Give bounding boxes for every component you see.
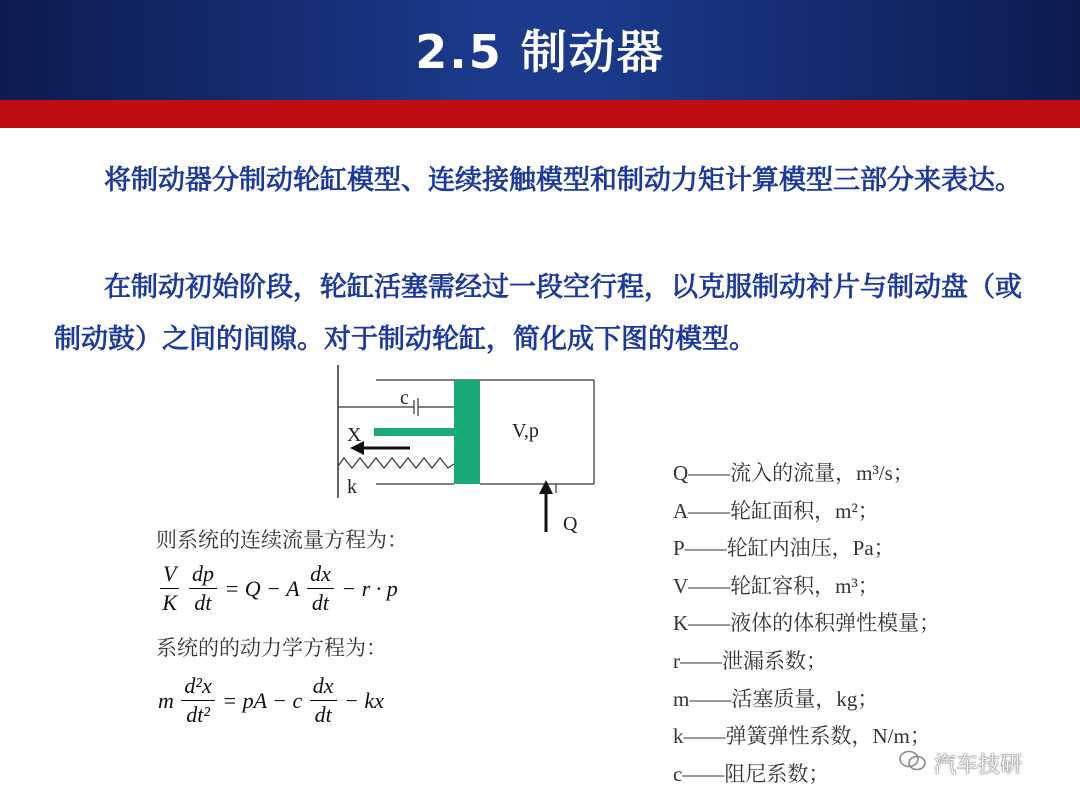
piston-rod	[374, 428, 454, 436]
volume-pressure-label: V,p	[512, 420, 539, 442]
definition-item: Q——流入的流量，m³/s；	[673, 461, 914, 485]
paragraph-1	[54, 155, 1044, 207]
dynamics-equation-label: 系统的的动力学方程为：	[156, 636, 387, 660]
definition-item: k——弹簧弹性系数，N/m；	[673, 724, 931, 749]
definition-item: c——阻尼系数；	[673, 761, 830, 786]
definition-item: V——轮缸容积，m³；	[673, 573, 879, 598]
watermark-text: 汽车技研	[934, 753, 1023, 778]
definition-item: r——泄漏系数；	[673, 648, 827, 673]
definition-item: m——活塞质量，kg；	[673, 686, 879, 711]
paragraph-2	[54, 262, 1044, 366]
dynamics-equation: m $\frac{\text{d²x}}{\text{dt²}}$ = pA − c $\frac{dx}{dt}$ − kx	[158, 673, 384, 727]
spring	[338, 458, 454, 468]
definition-item: K——液体的体积弹性模量；	[673, 611, 941, 636]
red-divider-band	[0, 100, 1080, 128]
definition-item: P——轮缸内油压，Pa；	[673, 536, 895, 561]
spring-label-k: k	[347, 476, 357, 498]
variable-definitions	[673, 455, 940, 793]
q-arrow	[539, 480, 553, 494]
displacement-label-x: X	[347, 424, 362, 446]
continuity-equation: $\frac{V}{K}$ $\frac{dp}{dt}$ = Q − A $\frac{dx}{dt}$ − r · p	[158, 560, 398, 617]
continuity-equation-label: 则系统的连续流量方程为：	[156, 528, 408, 552]
wechat-icon	[898, 748, 928, 774]
definition-item: A——轮缸面积，m²；	[673, 498, 879, 523]
slide-title: 2.5 制动器	[415, 25, 665, 79]
paragraph-1-text: 将制动器分制动轮缸模型、连续接触模型和制动力矩计算模型三部分来表达。	[104, 165, 1022, 196]
damper-label-c: c	[400, 387, 409, 409]
piston	[454, 380, 480, 484]
paragraph-2-text: 在制动初始阶段，轮缸活塞需经过一段空行程，以克服制动衬片与制动盘（或制动鼓）之间的间隙。对于制动轮缸，简化成下图的模型。	[54, 272, 1022, 355]
flow-label-q: Q	[563, 513, 578, 535]
